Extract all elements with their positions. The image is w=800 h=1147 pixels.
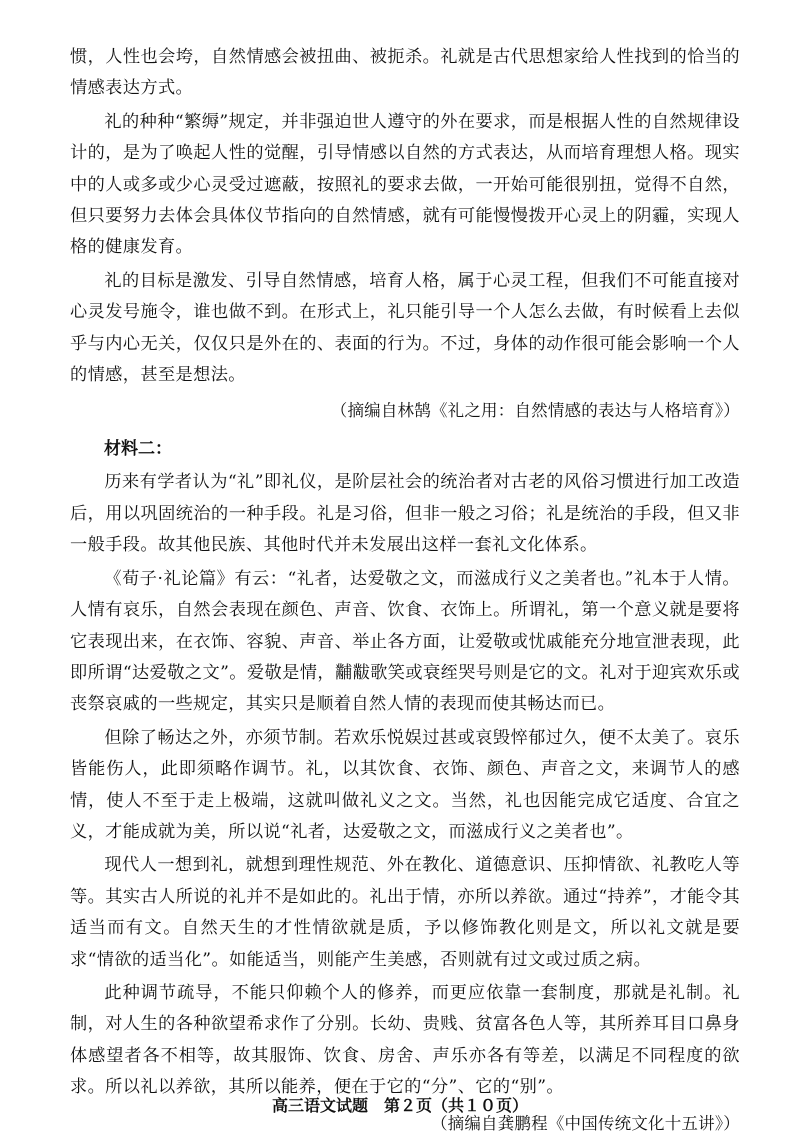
paragraph: 惯，人性也会垮，自然情感会被扭曲、被扼杀。礼就是古代思想家给人性找到的恰当的情感表达方式。 [70, 47, 740, 99]
page-footer: 高三语文试题 第２页（共１０页） [271, 1096, 528, 1115]
paragraph: 现代人一想到礼，就想到理性规范、外在教化、道德意识、压抑情欲、礼教吃人等等。其实古人所说的礼并不是如此的。礼出于情，亦所以养欲。通过“持养”，才能令其适当而有文。自然天生的才性情欲就是质，予以修饰教化则是文，所以礼文就是要求“情欲的适当化”。如能适当，则能产生美感，否则就有过文或过质之病。 [70, 855, 740, 970]
paragraph: 礼的目标是激发、引导自然情感，培育人格，属于心灵工程，但我们不可能直接对心灵发号施令，谁也做不到。在形式上，礼只能引导一个人怎么去做，有时候看上去似乎与内心无关，仅仅只是外在的、表面的行为。不过，身体的动作很可能会影响一个人的情感，甚至是想法。 [70, 270, 740, 386]
source-citation: （摘编自龚鹏程《中国传统文化十五讲》） [430, 1113, 740, 1133]
section-heading: 材料二： [104, 439, 172, 460]
paragraph: 《荀子·礼论篇》有云：“礼者，达爱敬之文，而滋成行义之美者也。”礼本于人情。人情有哀乐，自然会表现在颜色、声音、饮食、衣饰上。所谓礼，第一个意义就是要将它表现出来，在衣饰、容貌、声音、举止各方面，让爱敬或忧戚能充分地宣泄表现，此即所谓“达爱敬之文”。爱敬是情，黼黻歌笑或衰绖哭号则是它的文。礼对于迎宾欢乐或丧祭哀戚的一些规定，其实只是顺着自然人情的表现而使其畅达而已。 [70, 568, 740, 715]
document-body [70, 42, 740, 1147]
paragraph: 此种调节疏导，不能只仰赖个人的修养，而更应依靠一套制度，那就是礼制。礼制，对人生的各种欲望希求作了分别。长幼、贵贱、贫富各色人等，其所养耳目口鼻身体感望者各不相等，故其服饰、饮食、房舍、声乐亦各有等差，以满足不同程度的欲求。所以礼以养欲，其所以能养，便在于它的“分”、它的“别”。 [70, 982, 740, 1098]
paragraph: 礼的种种“繁缛”规定，并非强迫世人遵守的外在要求，而是根据人性的自然规律设计的，是为了唤起人性的觉醒，引导情感以自然的方式表达，从而培育理想人格。现实中的人或多或少心灵受过遮蔽，按照礼的要求去做，一开始可能很别扭，觉得不自然，但只要努力去体会具体仪节指向的自然情感，就有可能慢慢拨开心灵上的阴霾，实现人格的健康发育。 [70, 111, 740, 258]
paragraph: 历来有学者认为“礼”即礼仪，是阶层社会的统治者对古老的风俗习惯进行加工改造后，用以巩固统治的一种手段。礼是习俗，但非一般之习俗；礼是统治的手段，但又非一般手段。故其他民族、其他时代并未发展出这样一套礼文化体系。 [70, 472, 740, 556]
source-citation: （摘编自林鹄《礼之用：自然情感的表达与人格培育》） [330, 401, 740, 421]
paragraph: 但除了畅达之外，亦须节制。若欢乐悦娱过甚或哀毁悴郁过久，便不太美了。哀乐皆能伤人，此即须略作调节。礼，以其饮食、衣饰、颜色、声音之文，来调节人的感情，使人不至于走上极端，这就叫做礼义之文。当然，礼也因能完成它适度、合宜之义，才能成就为美，所以说“礼者，达爱敬之文，而滋成行义之美者也”。 [70, 727, 740, 842]
